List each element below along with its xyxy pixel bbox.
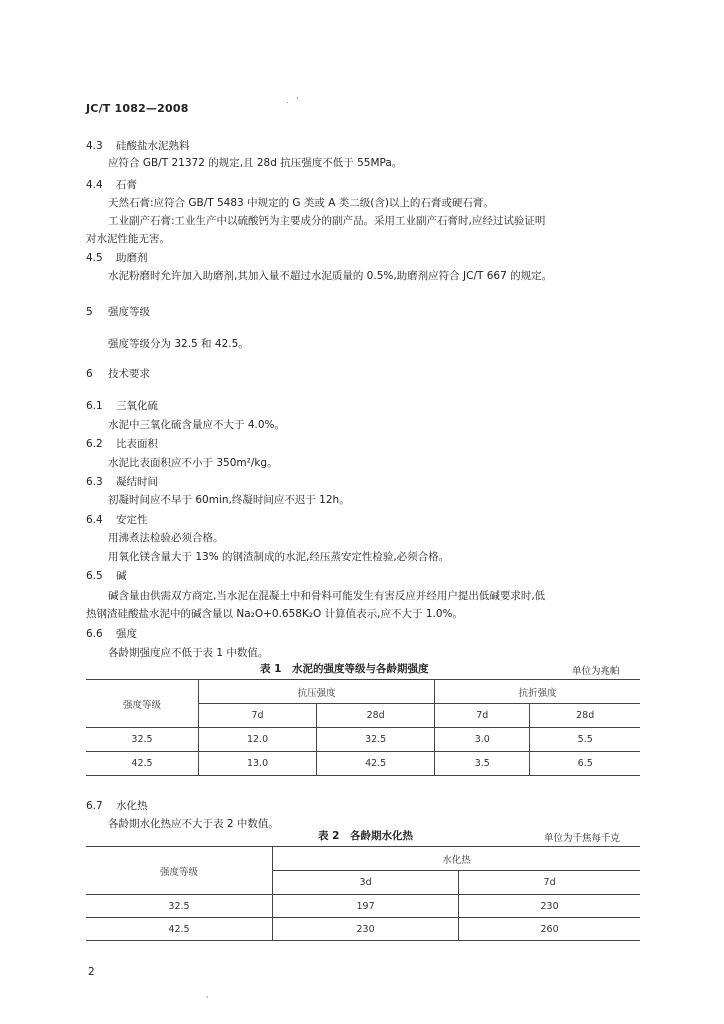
table-1 bbox=[86, 679, 640, 776]
table-cell: 13.0 bbox=[199, 752, 317, 776]
section-title: 碱 bbox=[116, 570, 127, 582]
table-cell: 42.5 bbox=[86, 752, 199, 776]
table-cell: 32.5 bbox=[86, 895, 273, 918]
section-4-3-text: 应符合 GB/T 21372 的规定,且 28d 抗压强度不低于 55MPa。 bbox=[108, 157, 403, 169]
section-6-3-heading bbox=[86, 474, 158, 489]
table-1-caption: 表 1 水泥的强度等级与各龄期强度 bbox=[260, 663, 429, 675]
section-4-4-line2: 工业副产石膏:工业生产中以硫酸钙为主要成分的副产品。采用工业副产石膏时,应经过试验证明 bbox=[108, 215, 546, 227]
section-6-2-heading bbox=[86, 436, 158, 451]
table-cell: 32.5 bbox=[86, 728, 199, 752]
table-cell: 6.5 bbox=[530, 752, 640, 776]
section-title: 石膏 bbox=[116, 179, 137, 191]
standard-header: JC/T 1082—2008 bbox=[86, 102, 189, 115]
table-header-group: 抗压强度 bbox=[199, 680, 435, 704]
section-title: 三氧化硫 bbox=[116, 400, 158, 412]
section-4-4-line1: 天然石膏:应符合 GB/T 5483 中规定的 G 类或 A 类二级(含)以上的石膏或硬石膏。 bbox=[108, 197, 494, 209]
table-subheader: 28d bbox=[530, 704, 640, 728]
table-cell: 230 bbox=[459, 895, 640, 918]
section-title: 强度 bbox=[116, 628, 137, 640]
section-6-1-heading bbox=[86, 398, 158, 413]
section-6-4-line1: 用沸煮法检验必须合格。 bbox=[108, 532, 224, 544]
table-cell: 197 bbox=[273, 895, 459, 918]
section-4-3-heading bbox=[86, 138, 190, 153]
section-title: 助磨剂 bbox=[116, 252, 148, 264]
section-number: 6.3 bbox=[86, 476, 103, 488]
section-6-4-line2: 用氧化镁含量大于 13% 的钢渣制成的水泥,经压蒸安定性检验,必须合格。 bbox=[108, 551, 450, 563]
table-row bbox=[86, 895, 640, 918]
table-1-unit: 单位为兆帕 bbox=[572, 666, 620, 677]
table-cell: 3.5 bbox=[435, 752, 530, 776]
section-6-7-heading bbox=[86, 798, 148, 813]
section-title: 强度等级 bbox=[108, 306, 150, 318]
section-number: 4.5 bbox=[86, 252, 103, 264]
section-6-5-line1: 碱含量由供需双方商定,当水泥在混凝土中和骨料可能发生有害反应并经用户提出低碱要求时,低 bbox=[108, 590, 546, 602]
table-2-unit: 单位为千焦每千克 bbox=[544, 833, 621, 844]
page-number: 2 bbox=[88, 966, 95, 978]
table-2 bbox=[86, 846, 640, 941]
table-subheader: 28d bbox=[317, 704, 435, 728]
table-2-caption: 表 2 各龄期水化热 bbox=[318, 830, 413, 842]
section-number: 4.4 bbox=[86, 179, 103, 191]
table-row bbox=[86, 728, 640, 752]
section-title: 硅酸盐水泥熟料 bbox=[116, 140, 190, 152]
section-6-2-text: 水泥比表面积应不小于 350m²/kg。 bbox=[108, 457, 278, 469]
section-4-5-heading bbox=[86, 250, 148, 265]
section-6-5-heading bbox=[86, 568, 127, 583]
section-number: 6.6 bbox=[86, 628, 103, 640]
section-number: 5 bbox=[86, 306, 93, 318]
table-header-group: 抗折强度 bbox=[435, 680, 640, 704]
section-6-6-heading bbox=[86, 626, 137, 641]
section-4-4-line3: 对水泥性能无害。 bbox=[86, 233, 170, 245]
section-6-5-line2: 热钢渣硅酸盐水泥中的碱含量以 Na₂O+0.658K₂O 计算值表示,应不大于 1.0%。 bbox=[86, 608, 464, 620]
section-number: 4.3 bbox=[86, 140, 103, 152]
section-number: 6.1 bbox=[86, 400, 103, 412]
section-6-7-text: 各龄期水化热应不大于表 2 中数值。 bbox=[108, 818, 279, 830]
table-cell: 3.0 bbox=[435, 728, 530, 752]
table-subheader: 7d bbox=[199, 704, 317, 728]
table-row bbox=[86, 918, 640, 941]
table-cell: 12.0 bbox=[199, 728, 317, 752]
section-6-6-text: 各龄期强度应不低于表 1 中数值。 bbox=[108, 647, 269, 659]
section-4-5-text: 水泥粉磨时允许加入助磨剂,其加入量不超过水泥质量的 0.5%,助磨剂应符合 JC/T 667 的规定。 bbox=[108, 270, 553, 282]
table-header-group: 水化热 bbox=[273, 847, 641, 871]
section-number: 6 bbox=[86, 368, 93, 380]
table-cell: 42.5 bbox=[317, 752, 435, 776]
section-title: 技术要求 bbox=[108, 368, 150, 380]
section-title: 比表面积 bbox=[116, 438, 158, 450]
scan-mark-top: . ' bbox=[286, 96, 299, 105]
section-6-4-heading bbox=[86, 512, 148, 527]
section-number: 6.2 bbox=[86, 438, 103, 450]
section-number: 6.7 bbox=[86, 800, 103, 812]
table-subheader: 3d bbox=[273, 871, 459, 895]
section-6-heading bbox=[86, 366, 150, 381]
table-cell: 42.5 bbox=[86, 918, 273, 941]
scan-mark-bottom: ' bbox=[206, 995, 209, 1004]
section-6-1-text: 水泥中三氧化硫含量应不大于 4.0%。 bbox=[108, 419, 286, 431]
section-number: 6.4 bbox=[86, 514, 103, 526]
table-subheader: 7d bbox=[459, 871, 640, 895]
table-cell: 5.5 bbox=[530, 728, 640, 752]
section-4-4-heading bbox=[86, 177, 137, 192]
table-subheader: 7d bbox=[435, 704, 530, 728]
table-header-grade: 强度等级 bbox=[86, 847, 273, 895]
section-title: 水化热 bbox=[116, 800, 148, 812]
table-cell: 260 bbox=[459, 918, 640, 941]
section-5-text: 强度等级分为 32.5 和 42.5。 bbox=[108, 338, 249, 350]
section-5-heading bbox=[86, 304, 150, 319]
section-title: 安定性 bbox=[116, 514, 148, 526]
section-title: 凝结时间 bbox=[116, 476, 158, 488]
table-header-grade: 强度等级 bbox=[86, 680, 199, 728]
table-cell: 32.5 bbox=[317, 728, 435, 752]
section-number: 6.5 bbox=[86, 570, 103, 582]
section-6-3-text: 初凝时间应不早于 60min,终凝时间应不迟于 12h。 bbox=[108, 494, 350, 506]
table-row bbox=[86, 752, 640, 776]
table-cell: 230 bbox=[273, 918, 459, 941]
